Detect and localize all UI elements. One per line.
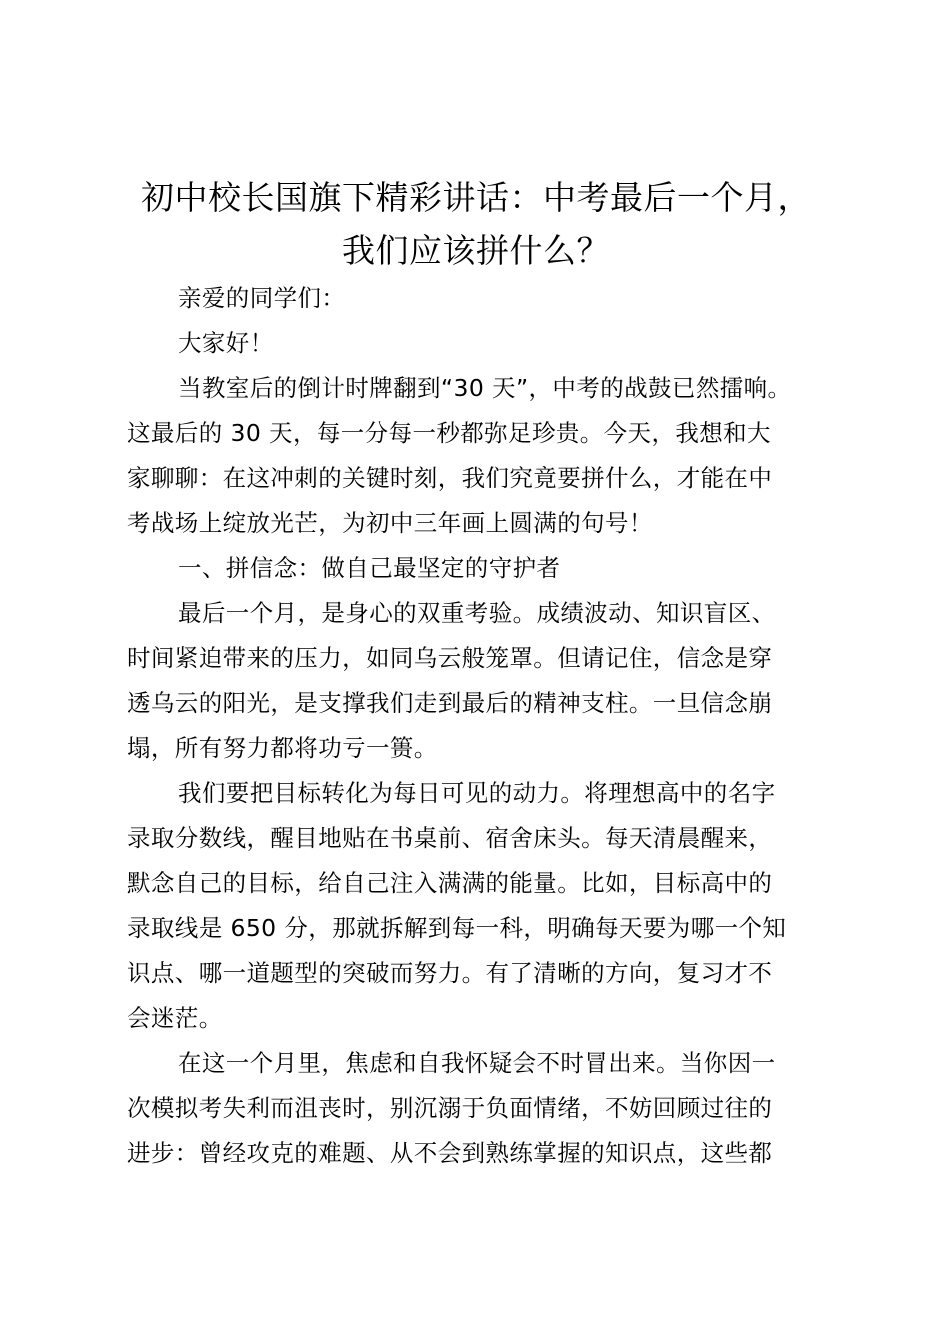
paragraph-line: 在这一个月里，焦虑和自我怀疑会不时冒出来。当你因一 <box>178 1049 776 1077</box>
paragraph-line: 当教室后的倒计时牌翻到“30 天”，中考的战鼓已然擂响。 <box>178 374 792 402</box>
paragraph-line: 考战场上绽放光芒，为初中三年画上圆满的句号！ <box>127 509 653 537</box>
paragraph-line: 我们要把目标转化为每日可见的动力。将理想高中的名字 <box>178 779 776 807</box>
section-heading: 一、拼信念：做自己最坚定的守护者 <box>178 554 561 582</box>
paragraph-line: 录取线是 650 分，那就拆解到每一科，明确每天要为哪一个知 <box>127 914 787 942</box>
paragraph-line: 透乌云的阳光，是支撑我们走到最后的精神支柱。一旦信念崩 <box>127 689 773 717</box>
paragraph-line: 家聊聊：在这冲刺的关键时刻，我们究竟要拼什么，才能在中 <box>127 464 773 492</box>
paragraph-line: 默念自己的目标，给自己注入满满的能量。比如，目标高中的 <box>127 869 773 897</box>
paragraph-line: 进步：曾经攻克的难题、从不会到熟练掌握的知识点，这些都 <box>127 1139 773 1167</box>
paragraph-line: 最后一个月，是身心的双重考验。成绩波动、知识盲区、 <box>178 599 776 627</box>
document-title-line-1: 初中校长国旗下精彩讲话：中考最后一个月， <box>141 178 811 217</box>
document-title-line-2: 我们应该拼什么？ <box>342 231 610 270</box>
greeting: 大家好！ <box>178 329 274 357</box>
salutation: 亲爱的同学们： <box>178 284 346 312</box>
paragraph-line: 这最后的 30 天，每一分每一秒都弥足珍贵。今天，我想和大 <box>127 419 771 447</box>
paragraph-line: 录取分数线，醒目地贴在书桌前、宿舍床头。每天清晨醒来， <box>127 824 773 852</box>
paragraph-line: 次模拟考失利而沮丧时，别沉溺于负面情绪，不妨回顾过往的 <box>127 1094 773 1122</box>
paragraph-line: 识点、哪一道题型的突破而努力。有了清晰的方向，复习才不 <box>127 959 773 987</box>
paragraph-line: 塌，所有努力都将功亏一篑。 <box>127 734 438 762</box>
paragraph-line: 会迷茫。 <box>127 1004 223 1032</box>
paragraph-line: 时间紧迫带来的压力，如同乌云般笼罩。但请记住，信念是穿 <box>127 644 773 672</box>
